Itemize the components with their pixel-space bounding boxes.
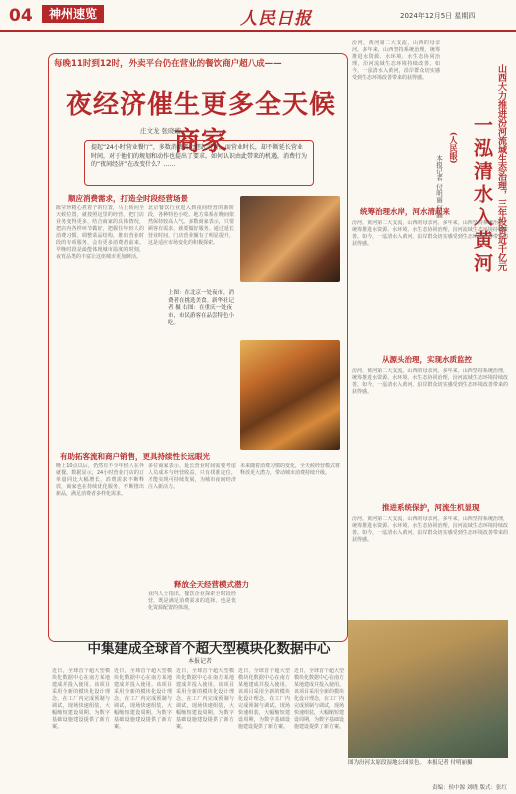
date-line: 2024年12月5日 星期四 [400, 12, 476, 20]
side-subhead-1: 统筹治理水岸，河水清起来 [360, 207, 450, 216]
bottom-byline: 本报记者 [188, 658, 213, 665]
kicker: 每晚11时到12时，外卖平台仍在营业的餐饮商户超八成—— [54, 59, 282, 69]
body-column: 多位商家表示，延长营业时间需要考虑人员成本与经营收益，只有找准定位，才能实现可持续发展，为城市夜间经济注入新活力。 [148, 463, 236, 490]
byline: 庄文龙 张晓璇 [140, 127, 182, 135]
section-title: 神州速览 [42, 5, 104, 23]
side-body: 汾河，黄河第二大支流，山西的母亲河。多年来，山西坚持系统治理，统筹推进水资源、水环境、水生态协同治理，汾河流域生态环境持续改善。如今，一泓清水入黄河，沿岸群众切实感受到生态环境改善带来的获得感。 [352, 516, 508, 543]
fen-river-photo [348, 620, 508, 758]
side-title: 一泓清水入黄河 [471, 115, 493, 276]
page-number: 04 [9, 6, 33, 26]
side-subhead-2: 从源头治理，实现水质监控 [382, 355, 472, 364]
side-body: 汾河，黄河第二大支流，山西的母亲河。多年来，山西坚持系统治理，统筹推进水资源、水环境、水生态协同治理，汾河流域生态环境持续改善。如今，一泓清水入黄河，沿岸群众切实感受到生态环境改善带来的获得感。 [352, 220, 508, 247]
body-column: 北京餐饮行业进入到夜间经营的新阶段，各种特色小吃、地方菜系在晚间依然保持较高人气。多数商家表示，只要顾客有需求，就要做好服务。通过延长营业时间，门店营业额有了明显提升，这是适应市场变化的积极探索。 [148, 205, 234, 246]
subhead-1: 顺应消费需求，打造全时段经营场景 [68, 194, 188, 203]
masthead-logo: 人民日报 [240, 9, 312, 29]
body-column: 业内人士指出，餐饮企业探索全时段经营，既是满足消费需求的选择，也是优化资源配置的体现。 [148, 591, 236, 611]
side-body: 汾河，黄河第二大支流，山西的母亲河。多年来，山西坚持系统治理，统筹推进水资源、水环境、水生态协同治理，汾河流域生态环境持续改善。如今，一泓清水入黄河，沿岸群众切实感受到生态环境改善带来的获得感。 [352, 368, 508, 395]
editor-credit: 责编：侯中源 刘晓 版式：张红 [432, 785, 507, 791]
side-photo-caption: 图为汾河太原段湿地公园景色。 本报记者 付明丽摄 [348, 760, 473, 766]
headline: 夜经济催生更多全天候商家 [65, 90, 336, 157]
side-body: 汾河，黄河第二大支流，山西的母亲河。多年来，山西坚持系统治理，统筹推进水资源、水环境、水生态协同治理，汾河流域生态环境持续改善。如今，一泓清水入黄河，沿岸群众切实感受到生态环境改善带来的获得感。 [352, 40, 440, 81]
bottom-headline: 中集建成全球首个超大型模块化数据中心 [87, 641, 331, 657]
bottom-body: 近日，全球首个超大型模块化数据中心在南方某地建成并投入使用。该项目采用全新的模块化设计理念，在工厂内完成预制与调试，现场快速组装，大幅缩短建设周期，为数字基础设施建设提供了新方案。 [294, 668, 344, 730]
bottom-body: 近日，全球首个超大型模块化数据中心在南方某地建成并投入使用。该项目采用全新的模块化设计理念，在工厂内完成预制与调试，现场快速组装，大幅缩短建设周期，为数字基础设施建设提供了新方案。 [238, 668, 290, 730]
subhead-3: 释放全天经营模式潜力 [174, 580, 249, 589]
bottom-body: 近日，全球首个超大型模块化数据中心在南方某地建成并投入使用。该项目采用全新的模块化设计理念，在工厂内完成预制与调试，现场快速组装，大幅缩短建设周期，为数字基础设施建设提供了新方案。 [52, 668, 110, 730]
body-column: 晚上10点以后，仍然有不少年轻人在外就餐。数据显示，24小时营业门店的订单量同比大幅增长，消费需求不断释放，商家也在持续优化服务，不断推出新品，满足消费者多样化需求。 [56, 463, 144, 497]
night-market-photo [240, 196, 340, 282]
side-subhead-3: 推进系统保护，河流生机显现 [382, 503, 480, 512]
photo-caption: 上图：在北京一处夜市，消费者在挑选美食。新华社记者 摄 右图：在重庆一处夜市，市民游客在品尝特色小吃。 [168, 290, 235, 326]
side-subtitle: (人民眼) [449, 132, 459, 164]
side-byline: 本报记者 付明丽 何晶 [435, 155, 443, 218]
subhead-2: 有助拓客流和商户销售，更具持续性长远眼光 [60, 452, 210, 461]
body-column: 陈莹珍精心煮着子的位置，马上转向全天候位置，就按照这里的经营，把门店业务变得更多，结合商家的具体情况，把店内各样环节做好，把握住年轻人的消费习惯，调整菜品结构，推出营业时段的专项服务，会有更多消费者前来。早晚时段是最能体现城市温度的时刻，夜宵品类的丰富让这座城市更加鲜活。 [56, 205, 144, 260]
food-stall-photo [240, 340, 340, 450]
body-column: 未来随着消费习惯的变化，全天候经营模式将释放更大潜力，带动城市消费持续升级。 [240, 463, 340, 476]
bottom-body: 近日，全球首个超大型模块化数据中心在南方某地建成并投入使用。该项目采用全新的模块化设计理念，在工厂内完成预制与调试，现场快速组装，大幅缩短建设周期，为数字基础设施建设提供了新方案。 [176, 668, 234, 730]
lead-paragraph: 提起“24小时营业餐厅”，多数消费者会想起可宵。而营业时长，却不断延长营业时间，对于他们的规划和动作也提出了要求。如何认识由此带来的机遇，消费行为的“夜间经济”在改变什么？…… [84, 140, 314, 186]
side-pretitle: 山西大力推进汾河流域生态治理，三年投资近千亿元 [496, 64, 506, 271]
bottom-body: 近日，全球首个超大型模块化数据中心在南方某地建成并投入使用。该项目采用全新的模块化设计理念，在工厂内完成预制与调试，现场快速组装，大幅缩短建设周期，为数字基础设施建设提供了新方案。 [114, 668, 172, 730]
